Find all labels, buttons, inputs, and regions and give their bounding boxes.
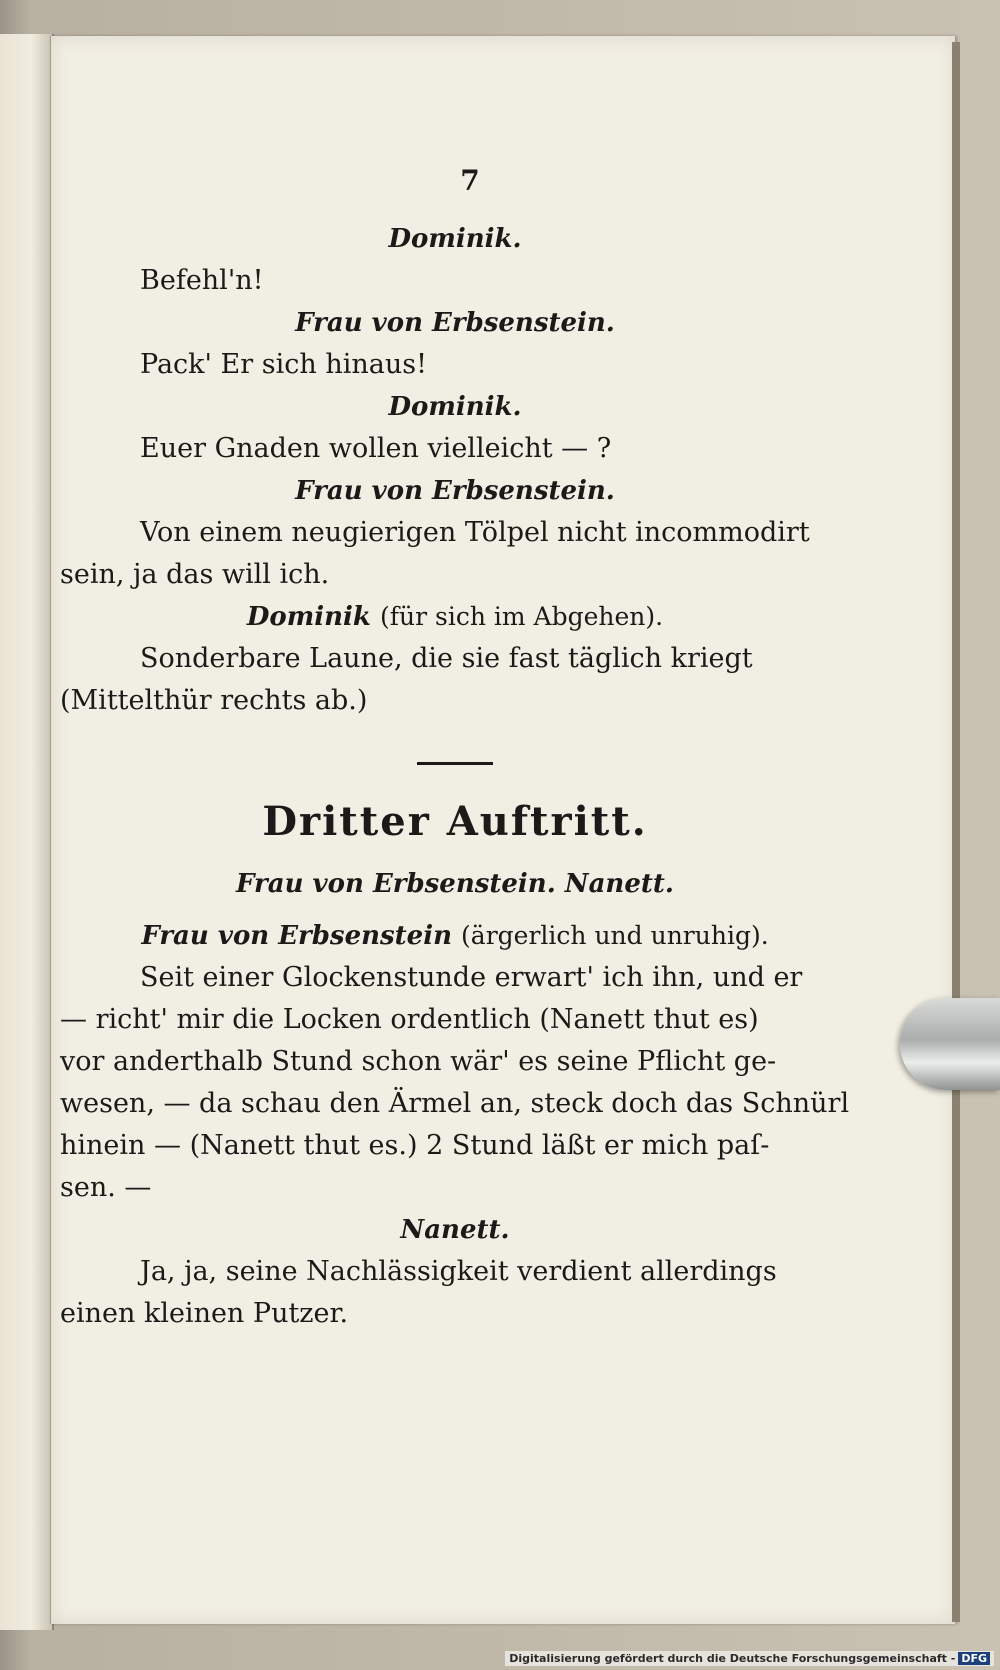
dialogue-line: (Mittelthür rechts ab.)	[60, 685, 368, 716]
footer-credit	[505, 1651, 994, 1666]
speaker-name: Frau von Erbsenstein.	[295, 476, 615, 506]
page-clip	[900, 998, 1000, 1090]
dialogue-line: Befehl'n!	[140, 265, 264, 296]
dialogue-line: sein, ja das will ich.	[60, 559, 330, 590]
page-number: 7	[460, 164, 480, 197]
stage-direction: (für sich im Abgehen).	[380, 602, 664, 631]
dialogue-line: vor anderthalb Stund schon wär' es seine Pflicht ge-	[60, 1046, 777, 1077]
speaker-name: Dominik.	[388, 224, 522, 254]
speaker-name: Frau von Erbsenstein	[141, 921, 452, 951]
dialogue-line: Euer Gnaden wollen vielleicht — ?	[140, 433, 612, 464]
scene-persons: Frau von Erbsenstein. Nanett.	[236, 869, 674, 899]
speaker-with-direction	[60, 596, 850, 638]
dialogue-line: Sonderbare Laune, die sie fast täglich kriegt	[140, 643, 753, 674]
dialogue-line: Pack' Er sich hinaus!	[140, 349, 427, 380]
dialogue-line: Seit einer Glockenstunde erwart' ich ihn, und er	[140, 962, 803, 993]
section-rule	[417, 762, 493, 765]
dialogue-line: wesen, — da schau den Ärmel an, steck doch das Schnürl	[60, 1088, 850, 1119]
speaker-name: Frau von Erbsenstein.	[295, 308, 615, 338]
dialogue-line: Ja, ja, seine Nachlässigkeit verdient allerdings	[140, 1256, 777, 1287]
dialogue-line: — richt' mir die Locken ordentlich (Nanett thut es)	[60, 1004, 759, 1035]
stage-direction: (ärgerlich und unruhig).	[461, 921, 769, 950]
dialogue-line: einen kleinen Putzer.	[60, 1298, 349, 1329]
scene-title: Dritter Auftritt.	[262, 798, 648, 845]
speaker-name: Dominik	[246, 602, 371, 632]
dialogue-part-1	[60, 218, 850, 722]
page-right-edge	[952, 42, 960, 1622]
page-text	[60, 160, 850, 1335]
speaker-name: Nanett.	[400, 1215, 510, 1245]
dialogue-line: sen. —	[60, 1172, 152, 1203]
dialogue-line: hinein — (Nanett thut es.) 2 Stund läßt er mich paſ-	[60, 1130, 770, 1161]
speaker-with-direction	[60, 915, 850, 957]
dialogue-line: Von einem neugierigen Tölpel nicht incommodirt	[140, 517, 810, 548]
footer-text: Digitalisierung gefördert durch die Deutsche Forschungsgemeinschaft -	[509, 1652, 956, 1665]
speaker-name: Dominik.	[388, 392, 522, 422]
dfg-logo: DFG	[958, 1652, 990, 1665]
left-page-edge	[0, 34, 54, 1630]
dialogue-part-2	[60, 915, 850, 1335]
